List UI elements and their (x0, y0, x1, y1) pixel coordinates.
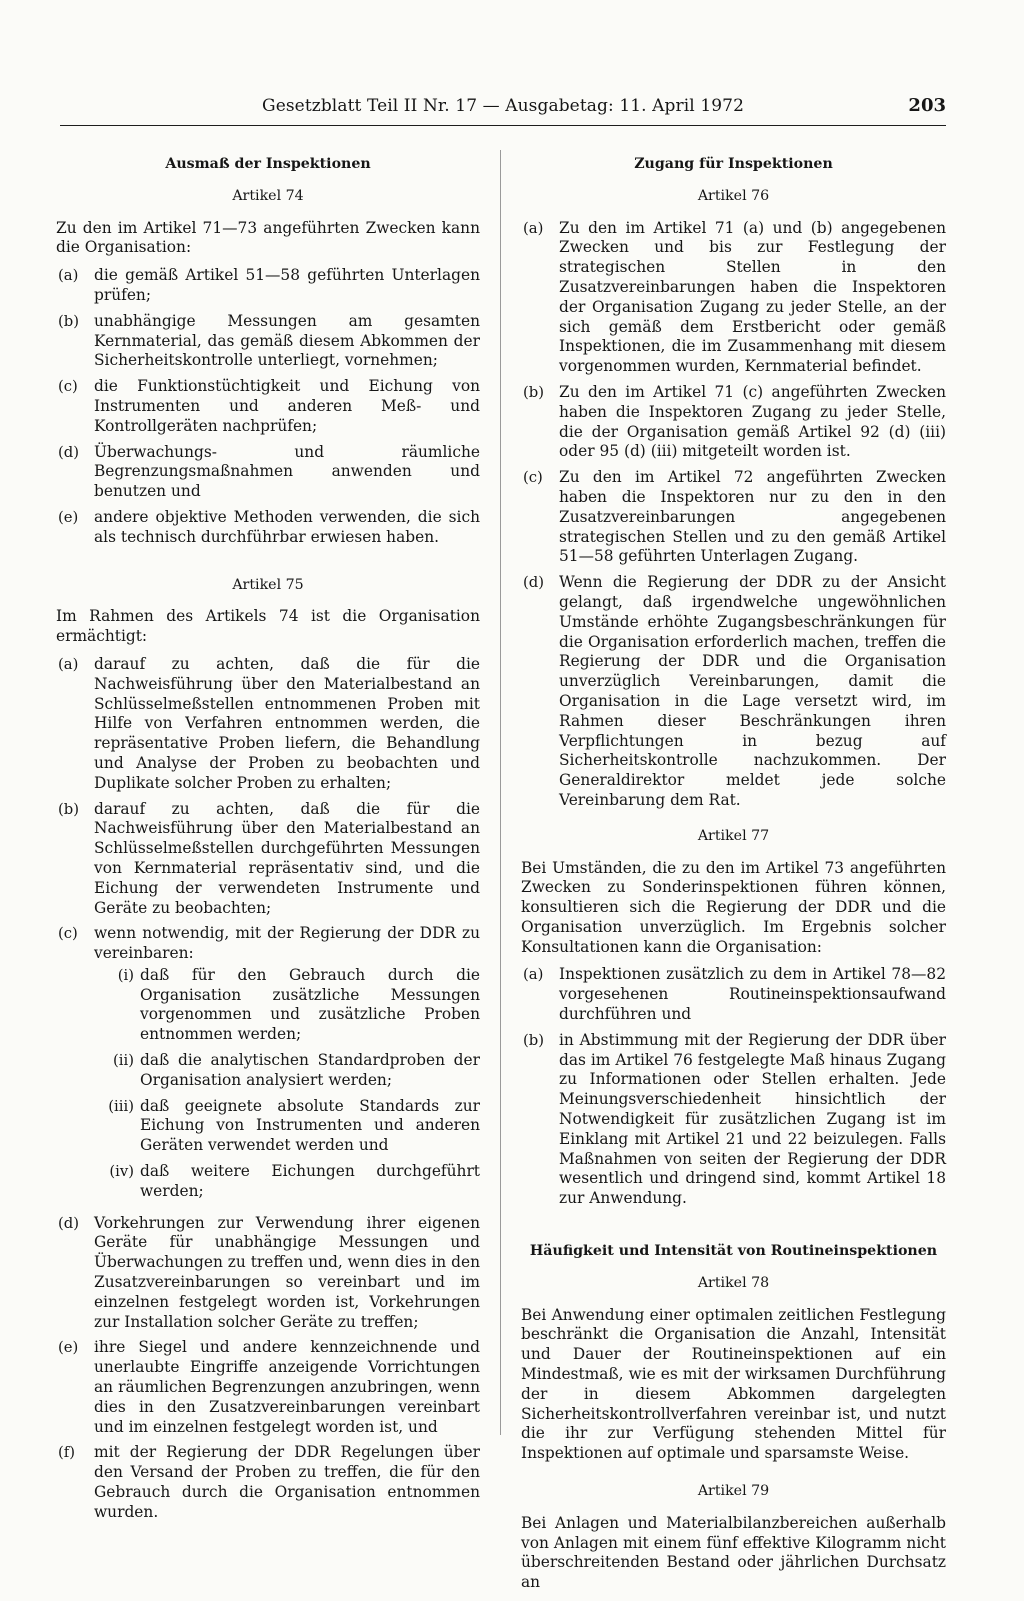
list-item (56, 266, 480, 306)
article-intro: Zu den im Artikel 71—73 angeführten Zwecken kann die Organisation: (56, 218, 480, 257)
item-text: ihre Siegel und andere kennzeichnende und unerlaubte Eingriffe anzeigende Vorrichtungen an räumlichen Begrenzungen anzubringen, wenn dies in den Zusatzvereinbarungen vereinbart und im einzelnen festgelegt worden ist, und (94, 1338, 480, 1436)
sub-item-text: daß die analytischen Standardproben der Organisation analysiert werden; (140, 1051, 480, 1089)
column-divider (500, 150, 501, 1435)
item-text: unabhängige Messungen am gesamten Kernmaterial, das gemäß diesem Abkommen der Sicherheitskontrolle unterliegt, vornehmen; (94, 311, 480, 370)
sub-item (94, 966, 480, 1045)
article-title: Artikel 75 (232, 576, 304, 593)
list-item (56, 924, 480, 1207)
section-heading: Ausmaß der Inspektionen (165, 156, 371, 172)
list-item (521, 468, 946, 567)
article-body: Bei Anlagen und Materialbilanzbereichen außerhalb von Anlagen mit einem fünf effektive Kilogramm nicht überschreitenden Bestand oder jährlichen Durchsatz an (521, 1513, 946, 1592)
item-text: Zu den im Artikel 71 (c) angeführten Zwecken haben die Inspektoren Zugang zu jeder Stelle, die der Organisation gemäß Artikel 92 (d) (iii) oder 95 (d) (iii) mitgeteilt worden ist. (559, 382, 946, 461)
list-item (521, 1031, 946, 1209)
item-label: (a) (523, 966, 544, 984)
list-item (56, 312, 480, 371)
item-label: (b) (58, 800, 80, 818)
item-text: Überwachungs- und räumliche Begrenzungsmaßnahmen anwenden und benutzen und (94, 442, 480, 501)
item-label: (c) (523, 469, 543, 487)
item-text: die gemäß Artikel 51—58 geführten Unterlagen prüfen; (94, 266, 480, 304)
page-number: 203 (908, 95, 946, 116)
header-rule (60, 125, 946, 126)
item-label: (c) (58, 378, 78, 396)
item-label: (b) (58, 312, 80, 330)
article-body: Bei Anwendung einer optimalen zeitlichen Festlegung beschränkt die Organisation die Anzahl, Intensität und Dauer der Routineinspektionen auf ein Mindestmaß, wie es mit der wirksamen Durchführung der in diesem Abkommen dargelegten Sicherheitskontrollverfahren vereinbar ist, und nutzt die ihr zur Verfügung stehenden Mittel für Inspektionen auf optimale und sparsamste Weise. (521, 1305, 946, 1463)
item-text: in Abstimmung mit der Regierung der DDR über das im Artikel 76 festgelegte Maß hinaus Zugang zu Informationen oder Stellen erhalten. Jede Meinungsverschiedenheit hinsichtlich der Notwendigkeit für zusätzlichen Zugang ist im Einklang mit Artikel 21 und 22 beizulegen. Falls Maßnahmen von seiten der Regierung der DDR wesentlich und dringend sind, kommt Artikel 18 zur Anwendung. (559, 1030, 946, 1208)
item-text: die Funktionstüchtigkeit und Eichung von Instrumenten und anderen Meß- und Kontrollgeräten nachprüfen; (94, 377, 480, 435)
item-label: (e) (58, 1339, 79, 1357)
sub-item (94, 1162, 480, 1202)
item-text: wenn notwendig, mit der Regierung der DDR zu vereinbaren: (94, 924, 480, 963)
item-label: (b) (523, 1031, 545, 1049)
item-label: (d) (523, 574, 545, 592)
item-text: Wenn die Regierung der DDR zu der Ansicht gelangt, daß irgendwelche ungewöhnlichen Umstände erhöhte Zugangsbeschränkungen für die Organisation erforderlich machen, treffen die Regierung der DDR und die Organisation unverzüglich Vereinbarungen, damit die Organisation in die Lage versetzt wird, im Rahmen dieser Beschränkungen ihren Verpflichtungen in bezug auf Sicherheitskontrolle nachzukommen. Der Generaldirektor meldet jede solche Vereinbarung dem Rat. (559, 573, 946, 809)
item-label: (e) (58, 508, 79, 526)
article-title: Artikel 74 (232, 187, 304, 204)
item-text: Inspektionen zusätzlich zu dem in Artikel 78—82 vorgesehenen Routineinspektionsaufwand durchführen und (559, 965, 946, 1024)
list-item (521, 383, 946, 462)
list-item (56, 800, 480, 919)
item-label: (a) (523, 219, 544, 237)
item-label: (d) (58, 443, 80, 461)
sub-item (94, 1051, 480, 1091)
item-text: Zu den im Artikel 72 angeführten Zwecken haben die Inspektoren nur zu den in den Zusatzvereinbarungen angegebenen strategischen Stellen und zu den gemäß Artikel 51—58 geführten Unterlagen Zugang. (559, 468, 946, 566)
item-text: andere objektive Methoden verwenden, die sich als technisch durchführbar erwiesen haben. (94, 507, 480, 546)
item-text: darauf zu achten, daß die für die Nachweisführung über den Materialbestand an Schlüsselmeßstellen durchgeführten Messungen von Kernmaterial repräsentativ sind, und die Eichung der verwendeten Instrumente und Geräte zu beobachten; (94, 799, 480, 917)
sub-item-label: (ii) (112, 1052, 134, 1070)
gazette-title: Gesetzblatt Teil II Nr. 17 — Ausgabetag: 11. April 1972 (262, 96, 744, 116)
list-item (521, 573, 946, 811)
sub-item-label: (iii) (108, 1097, 134, 1115)
sub-item-text: daß für den Gebrauch durch die Organisation zusätzliche Messungen vorgenommen und zusätzliche Proben entnommen werden; (140, 965, 480, 1044)
item-label: (d) (58, 1214, 80, 1232)
sub-item-label: (iv) (109, 1163, 134, 1181)
article-title: Artikel 78 (697, 1274, 770, 1291)
list-item (56, 443, 480, 502)
article-title: Artikel 77 (697, 827, 770, 844)
sub-item (94, 1097, 480, 1156)
item-text: Zu den im Artikel 71 (a) und (b) angegebenen Zwecken und bis zur Festlegung der strategischen Stellen in den Zusatzvereinbarungen haben die Inspektoren der Organisation Zugang zu jeder Stelle, an der sich gemäß dem Erstbericht oder gemäß Inspektionen, die im Zusammenhang mit diesem vorgenommen wurden, Kernmaterial befindet. (559, 218, 946, 376)
list-item (56, 1214, 480, 1333)
article-title: Artikel 79 (697, 1483, 770, 1500)
page-header (60, 94, 946, 122)
item-text: Vorkehrungen zur Verwendung ihrer eigenen Geräte für unabhängige Messungen und Überwachungen zu treffen und, wenn dies in den Zusatzvereinbarungen so vereinbart und im einzelnen festgelegt worden ist, Vorkehrungen zur Installation solcher Geräte zu treffen; (94, 1213, 480, 1331)
sub-item-text: daß weitere Eichungen durchgeführt werden; (140, 1162, 480, 1200)
sub-item-label: (i) (117, 966, 134, 984)
list-item (56, 1443, 480, 1522)
article-intro: Im Rahmen des Artikels 74 ist die Organisation ermächtigt: (56, 607, 480, 646)
article-intro: Bei Umständen, die zu den im Artikel 73 angeführten Zwecken zu Sonderinspektionen führen können, konsultieren sich die Regierung der DDR und die Organisation unverzüglich. Im Ergebnis solcher Konsultationen kann die Organisation: (521, 858, 946, 956)
right-column (521, 150, 946, 1601)
item-label: (c) (58, 925, 78, 943)
left-column (56, 150, 480, 1529)
list-item (56, 655, 480, 794)
sub-item-text: daß geeignete absolute Standards zur Eichung von Instrumenten und anderen Geräten verwendet werden und (140, 1096, 480, 1155)
item-label: (b) (523, 383, 545, 401)
item-text: mit der Regierung der DDR Regelungen über den Versand der Proben zu treffen, die für den Gebrauch durch die Organisation entnommen wurden. (94, 1443, 480, 1521)
item-label: (a) (58, 267, 79, 285)
item-text: darauf zu achten, daß die für die Nachweisführung über den Materialbestand an Schlüsselmeßstellen entnommenen Proben mit Hilfe von Verfahren entnommen werden, die repräsentative Proben liefern, die Behandlung und Analyse der Proben zu beobachten und Duplikate solcher Proben zu erhalten; (94, 654, 480, 792)
list-item (521, 965, 946, 1024)
item-label: (f) (58, 1444, 76, 1462)
list-item (56, 1338, 480, 1437)
section-heading: Zugang für Inspektionen (634, 156, 833, 172)
article-title: Artikel 76 (697, 187, 770, 204)
section-heading: Häufigkeit und Intensität von Routineinspektionen (529, 1243, 938, 1260)
list-item (56, 508, 480, 548)
item-label: (a) (58, 655, 79, 673)
list-item (521, 219, 946, 377)
list-item (56, 377, 480, 436)
